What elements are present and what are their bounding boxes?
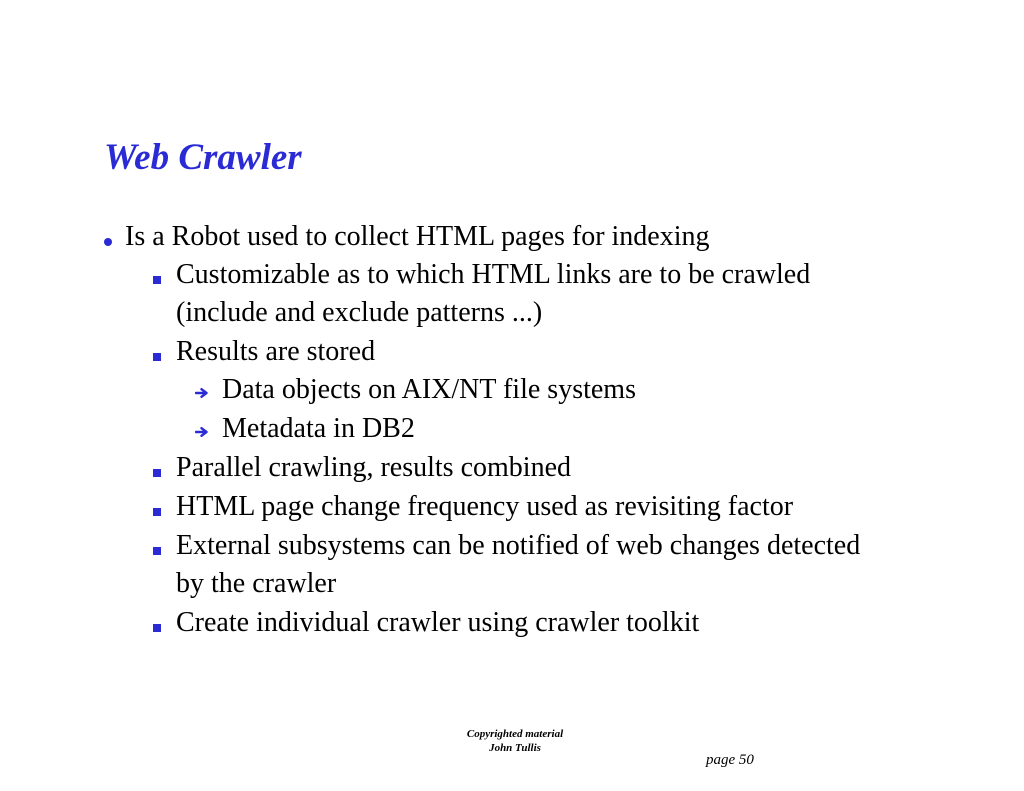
bullet-text: Metadata in DB2 [222,413,415,444]
bullet-item-level2 [176,488,793,526]
bullet-text: Data objects on AIX/NT file systems [222,374,636,405]
bullet-square-icon [153,604,161,642]
bullet-item-level1 [125,218,710,256]
bullet-item-level2 [176,604,699,642]
bullet-square-icon [153,333,161,371]
bullet-square-icon [153,527,161,565]
bullet-item-level2 [176,256,810,294]
copyright-label: Copyrighted material [466,728,564,740]
bullet-text: Parallel crawling, results combined [176,452,571,483]
copyright-notice [430,727,600,755]
bullet-square-icon [153,256,161,294]
bullet-text: HTML page change frequency used as revisiting factor [176,491,794,522]
bullet-item-level2 [176,449,571,487]
bullet-text: by the crawler [176,568,337,599]
bullet-item-level3 [222,410,415,448]
bullet-text: Create individual crawler using crawler toolkit [176,607,700,638]
bullet-item-level2 [176,333,375,371]
bullet-square-icon [153,449,161,487]
author-name: John Tullis [489,742,541,754]
bullet-text: External subsystems can be notified of web changes detected [176,530,861,561]
slide-title: Web Crawler [104,137,302,178]
bullet-item-level2 [176,527,860,565]
bullet-text: Results are stored [176,336,376,367]
bullet-item-level3 [222,371,636,409]
bullet-text: Is a Robot used to collect HTML pages for indexing [125,221,710,252]
bullet-dot-icon [104,218,113,256]
bullet-text: (include and exclude patterns ...) [176,297,543,328]
bullet-text: Customizable as to which HTML links are to be crawled [176,259,811,290]
bullet-continuation [176,565,336,603]
bullet-square-icon [153,488,161,526]
arrow-icon [195,371,209,409]
bullet-continuation [176,294,542,332]
page-number: page 50 [706,752,754,768]
arrow-icon [195,410,209,448]
